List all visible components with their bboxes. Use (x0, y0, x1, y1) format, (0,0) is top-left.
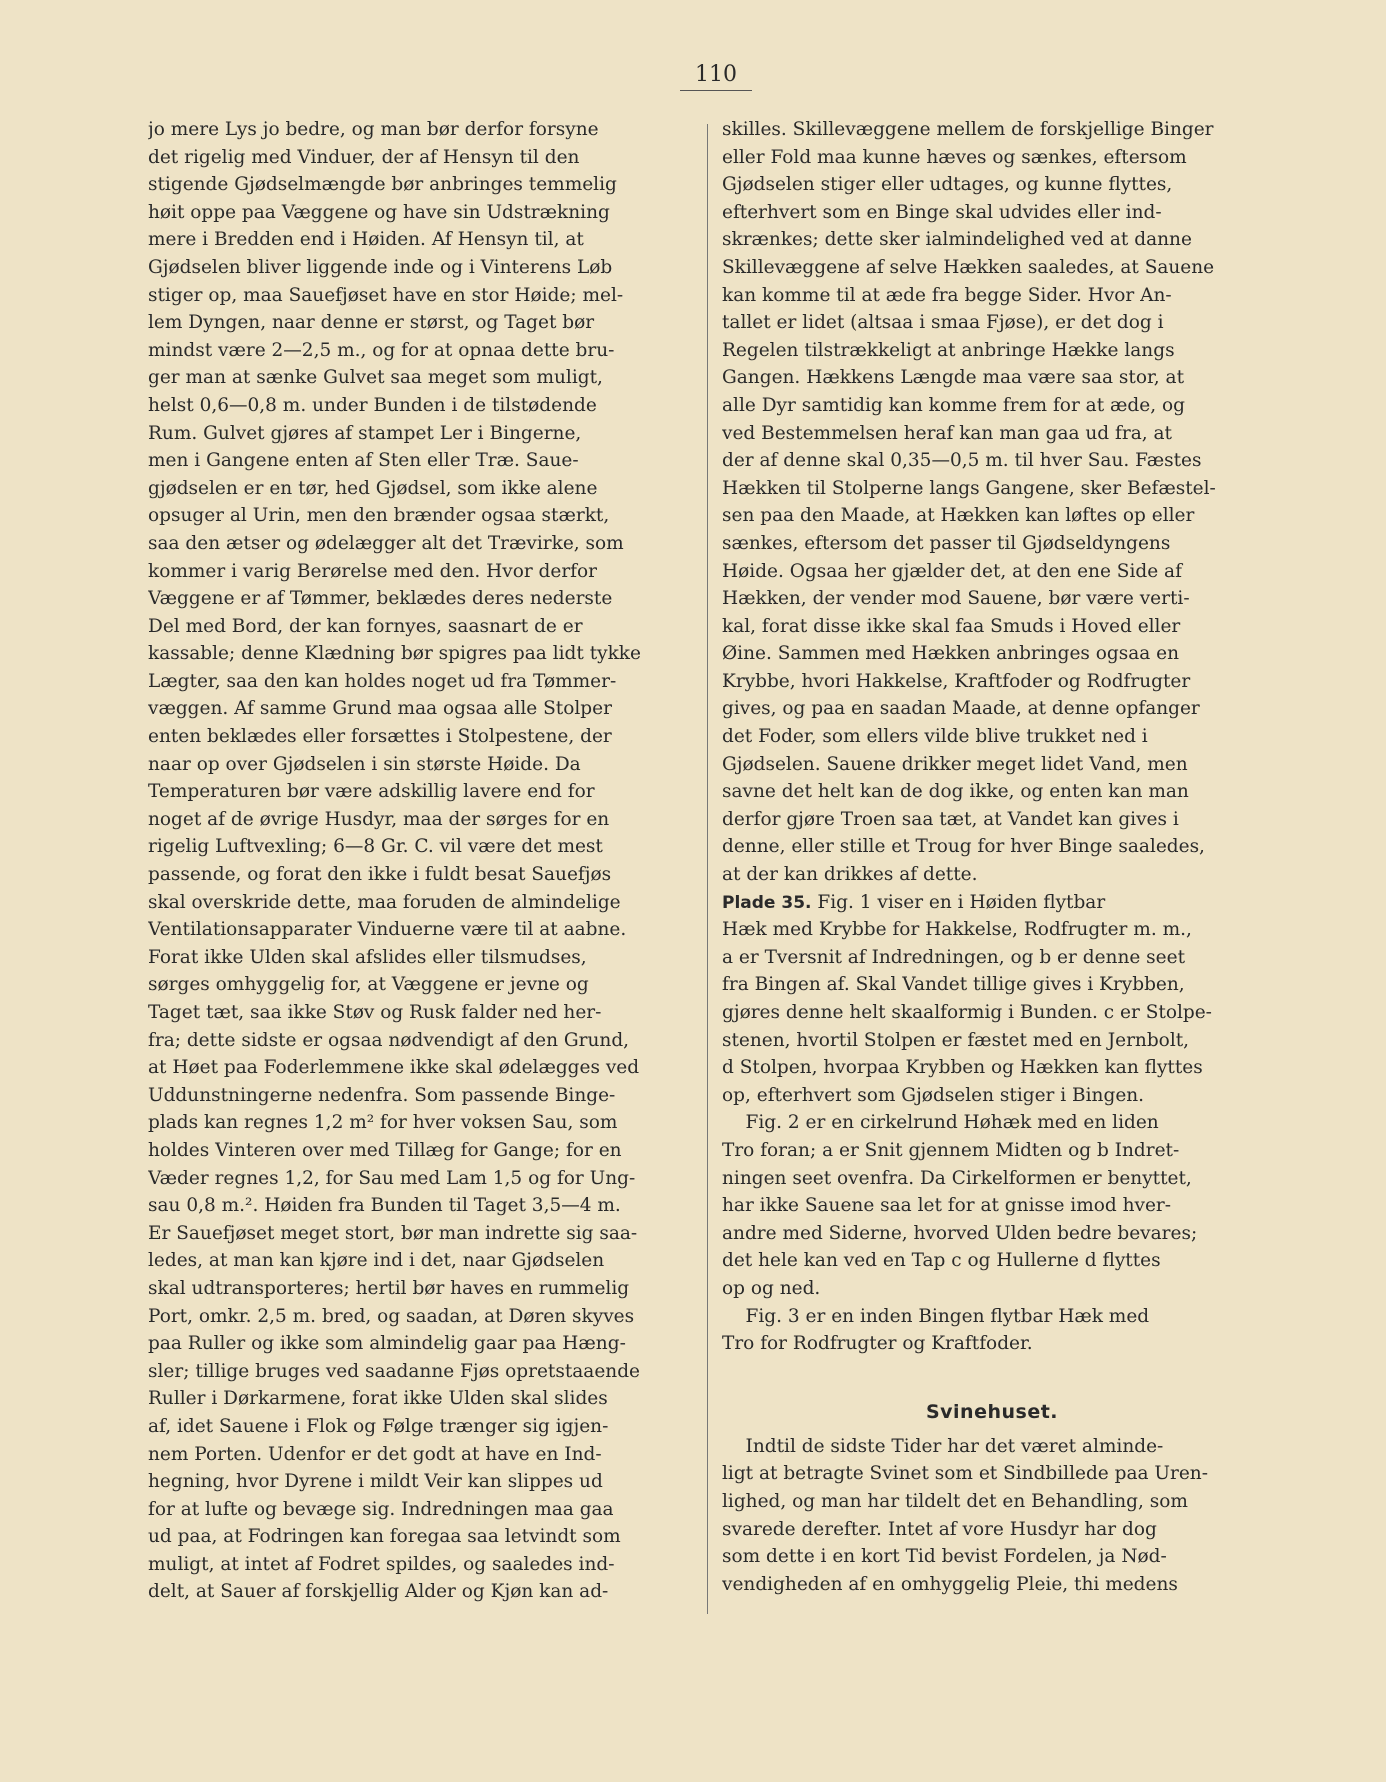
text-line: høit oppe paa Væggene og have sin Udstrækning (148, 201, 610, 223)
text-line: at Høet paa Foderlemmene ikke skal ødelægges ved (148, 1057, 640, 1079)
text-line: alle Dyr samtidig kan komme frem for at æde, og (722, 394, 1185, 416)
text-line: Ruller i Dørkarmene, forat ikke Ulden skal slides (148, 1388, 608, 1410)
page-number: 110 (680, 62, 752, 91)
text-line: kassable; denne Klædning bør spigres paa lidt tykke (148, 643, 641, 665)
text-line: lem Dyngen, naar denne er størst, og Taget bør (148, 312, 595, 334)
text-line: gives, og paa en saadan Maade, at denne opfanger (722, 698, 1200, 720)
text-line: Lægter, saa den kan holdes noget ud fra Tømmer- (148, 670, 617, 692)
right-column (722, 116, 1262, 1598)
text-line: der af denne skal 0,35—0,5 m. til hver Sau. Fæstes (722, 450, 1202, 472)
text-line: kan komme til at æde fra begge Sider. Hvor An- (722, 284, 1172, 306)
text-line: ningen seet ovenfra. Da Cirkelformen er benyttet, (722, 1167, 1192, 1189)
text-line: det hele kan ved en Tap c og Hullerne d flyttes (722, 1250, 1161, 1272)
text-line: Fig. 3 er en inden Bingen flytbar Hæk med (722, 1305, 1150, 1327)
text-line: nem Porten. Udenfor er det godt at have en Ind- (148, 1443, 602, 1465)
text-line: Hæk med Krybbe for Hakkelse, Rodfrugter m. m., (722, 919, 1192, 941)
text-line: Tro foran; a er Snit gjennem Midten og b Indret- (722, 1139, 1180, 1161)
text-line: at der kan drikkes af dette. (722, 864, 978, 886)
text-line: rigelig Luftvexling; 6—8 Gr. C. vil være det mest (148, 836, 603, 858)
text-line: væggen. Af samme Grund maa ogsaa alle Stolper (148, 698, 612, 720)
text-line: ud paa, at Fodringen kan foregaa saa letvindt som (148, 1526, 621, 1548)
text-line: gjødselen er en tør, hed Gjødsel, som ikke alene (148, 477, 598, 499)
text-line: plads kan regnes 1,2 m² for hver voksen Sau, som (148, 1112, 618, 1134)
text-line: Gjødselen. Sauene drikker meget lidet Vand, men (722, 753, 1188, 775)
text-line: holdes Vinteren over med Tillæg for Gange; for en (148, 1139, 622, 1161)
text-line: sler; tillige bruges ved saadanne Fjøs opretstaaende (148, 1360, 640, 1382)
text-line: ved Bestemmelsen heraf kan man gaa ud fra, at (722, 422, 1172, 444)
text-line: helst 0,6—0,8 m. under Bunden i de tilstødende (148, 394, 597, 416)
text-line: Taget tæt, saa ikke Støv og Rusk falder ned her- (148, 1002, 602, 1023)
text-line: fra; dette sidste er ogsaa nødvendigt af den Grund, (148, 1029, 630, 1051)
left-column (148, 116, 688, 1606)
text-line: stenen, hvortil Stolpen er fæstet med en Jernbolt, (722, 1029, 1190, 1051)
text-line: sen paa den Maade, at Hækken kan løftes op eller (722, 505, 1195, 527)
text-line: opsuger al Urin, men den brænder ogsaa stærkt, (148, 505, 610, 527)
text-line: Port, omkr. 2,5 m. bred, og saadan, at Døren skyves (148, 1305, 635, 1327)
text-line: stiger op, maa Sauefjøset have en stor Høide; mel- (148, 284, 624, 306)
text-line: op og ned. (722, 1277, 821, 1299)
text-line: Øine. Sammen med Hækken anbringes ogsaa en (722, 643, 1180, 665)
text-line: mindst være 2—2,5 m., og for at opnaa dette bru- (148, 339, 615, 361)
text-line: derfor gjøre Troen saa tæt, at Vandet kan gives i (722, 808, 1179, 830)
text-line: Hækken til Stolperne langs Gangene, sker Befæstel- (722, 477, 1216, 499)
text-line: for at lufte og bevæge sig. Indredningen maa gaa (148, 1498, 614, 1520)
text-line: Forat ikke Ulden skal afslides eller tilsmudses, (148, 946, 587, 968)
text-line: ligt at betragte Svinet som et Sindbillede paa Uren- (722, 1463, 1208, 1485)
text-line: Rum. Gulvet gjøres af stampet Ler i Bingerne, (148, 422, 582, 444)
plate-35-line (722, 889, 1262, 917)
right-column-part-b (722, 916, 1262, 1358)
right-column-part-a (722, 116, 1262, 889)
text-line: Tro for Rodfrugter og Kraftfoder. (722, 1333, 1033, 1355)
text-line: andre med Siderne, hvorved Ulden bedre bevares; (722, 1222, 1198, 1244)
text-line: Skillevæggene af selve Hækken saaledes, at Sauene (722, 256, 1215, 278)
text-line: ledes, at man kan kjøre ind i det, naar Gjødselen (148, 1250, 605, 1272)
text-line: muligt, at intet af Fodret spildes, og saaledes ind- (148, 1553, 615, 1575)
text-line: passende, og forat den ikke i fuldt besat Sauefjøs (148, 864, 612, 886)
text-line: Høide. Ogsaa her gjælder det, at den ene Side af (722, 560, 1182, 582)
text-line: Fig. 2 er en cirkelrund Høhæk med en liden (722, 1112, 1159, 1134)
text-line: a er Tversnit af Indredningen, og b er denne seet (722, 946, 1186, 968)
text-line: mere i Bredden end i Høiden. Af Hensyn til, at (148, 229, 584, 251)
plate-label: Plade 35. (722, 892, 812, 913)
text-line: af, idet Sauene i Flok og Følge trænger sig igjen- (148, 1415, 609, 1437)
text-line: paa Ruller og ikke som almindelig gaar paa Hæng- (148, 1333, 626, 1355)
text-line: Gjødselen bliver liggende inde og i Vinterens Løb (148, 256, 613, 278)
text-line: skal overskride dette, maa foruden de almindelige (148, 891, 621, 913)
section-gap (722, 1358, 1262, 1391)
text-line: skal udtransporteres; hertil bør haves en rummelig (148, 1277, 630, 1299)
text-line: d Stolpen, hvorpaa Krybben og Hækken kan flyttes (722, 1057, 1203, 1079)
text-line: Regelen tilstrækkeligt at anbringe Hække langs (722, 339, 1175, 361)
text-line: lighed, og man har tildelt det en Behandling, som (722, 1490, 1188, 1512)
text-line: ger man at sænke Gulvet saa meget som muligt, (148, 367, 603, 389)
text-line: kommer i varig Berørelse med den. Hvor derfor (148, 560, 598, 582)
right-column-part-c (722, 1433, 1262, 1599)
text-line: delt, at Sauer af forskjellig Alder og Kjøn kan ad- (148, 1581, 609, 1603)
text-line: savne det helt kan de dog ikke, og enten kan man (722, 781, 1189, 803)
text-line: Krybbe, hvori Hakkelse, Kraftfoder og Rodfrugter (722, 670, 1191, 692)
text-line: sau 0,8 m.². Høiden fra Bunden til Taget 3,5—4 m. (148, 1195, 621, 1217)
text-line: jo mere Lys jo bedre, og man bør derfor forsyne (148, 119, 599, 140)
text-line: Væggene er af Tømmer, beklædes deres nederste (148, 588, 613, 610)
text-line: sænkes, eftersom det passer til Gjødseldyngens (722, 532, 1171, 554)
text-line: vendigheden af en omhyggelig Pleie, thi medens (722, 1573, 1178, 1595)
text-line: enten beklædes eller forsættes i Stolpestene, der (148, 726, 612, 748)
text-line: noget af de øvrige Husdyr, maa der sørges for en (148, 808, 610, 830)
plate-line-text: Fig. 1 viser en i Høiden flytbar (811, 891, 1106, 913)
text-line: hegning, hvor Dyrene i mildt Veir kan slippes ud (148, 1471, 603, 1493)
text-line: stigende Gjødselmængde bør anbringes temmelig (148, 174, 617, 196)
text-line: Uddunstningerne nedenfra. Som passende Binge- (148, 1084, 616, 1106)
text-line: Væder regnes 1,2, for Sau med Lam 1,5 og for Ung- (148, 1167, 636, 1189)
text-line: Indtil de sidste Tider har det været alminde- (722, 1435, 1164, 1457)
text-line: fra Bingen af. Skal Vandet tillige gives i Krybben, (722, 974, 1185, 996)
text-line: naar op over Gjødselen i sin største Høide. Da (148, 753, 581, 775)
text-line: Temperaturen bør være adskillig lavere end for (148, 781, 595, 803)
text-line: efterhvert som en Binge skal udvides eller ind- (722, 201, 1162, 223)
text-line: skrænkes; dette sker ialmindelighed ved at danne (722, 229, 1192, 251)
text-line: tallet er lidet (altsaa i smaa Fjøse), er det dog i (722, 312, 1164, 334)
text-line: kal, forat disse ikke skal faa Smuds i Hoved eller (722, 615, 1181, 637)
text-line: svarede derefter. Intet af vore Husdyr har dog (722, 1518, 1157, 1540)
text-line: eller Fold maa kunne hæves og sænkes, eftersom (722, 146, 1187, 168)
text-line: det rigelig med Vinduer, der af Hensyn til den (148, 146, 580, 168)
text-line: Del med Bord, der kan fornyes, saasnart de er (148, 615, 583, 637)
text-line: det Foder, som ellers vilde blive trukket ned i (722, 726, 1148, 748)
text-line: Gjødselen stiger eller udtages, og kunne flyttes, (722, 174, 1173, 196)
text-line: har ikke Sauene saa let for at gnisse imod hver- (722, 1195, 1172, 1217)
section-heading: Svinehuset. (925, 1400, 1059, 1423)
text-line: Hækken, der vender mod Sauene, bør være verti- (722, 588, 1190, 610)
text-line: Er Sauefjøset meget stort, bør man indrette sig saa- (148, 1222, 638, 1244)
text-line: men i Gangene enten af Sten eller Træ. Saue- (148, 450, 579, 472)
text-line: sørges omhyggelig for, at Væggene er jevne og (148, 974, 589, 996)
text-line: Gangen. Hækkens Længde maa være saa stor, at (722, 367, 1185, 389)
column-divider (707, 124, 708, 1614)
text-line: skilles. Skillevæggene mellem de forskjellige Binger (722, 119, 1214, 140)
text-line: Ventilationsapparater Vinduerne være til at aabne. (148, 919, 627, 941)
text-line: gjøres denne helt skaalformig i Bunden. c er Stolpe- (722, 1002, 1212, 1023)
text-line: saa den ætser og ødelægger alt det Trævirke, som (148, 532, 624, 554)
text-line: op, efterhvert som Gjødselen stiger i Bingen. (722, 1084, 1145, 1106)
text-line: denne, eller stille et Troug for hver Binge saaledes, (722, 836, 1205, 858)
text-line: som dette i en kort Tid bevist Fordelen, ja Nød- (722, 1546, 1167, 1568)
